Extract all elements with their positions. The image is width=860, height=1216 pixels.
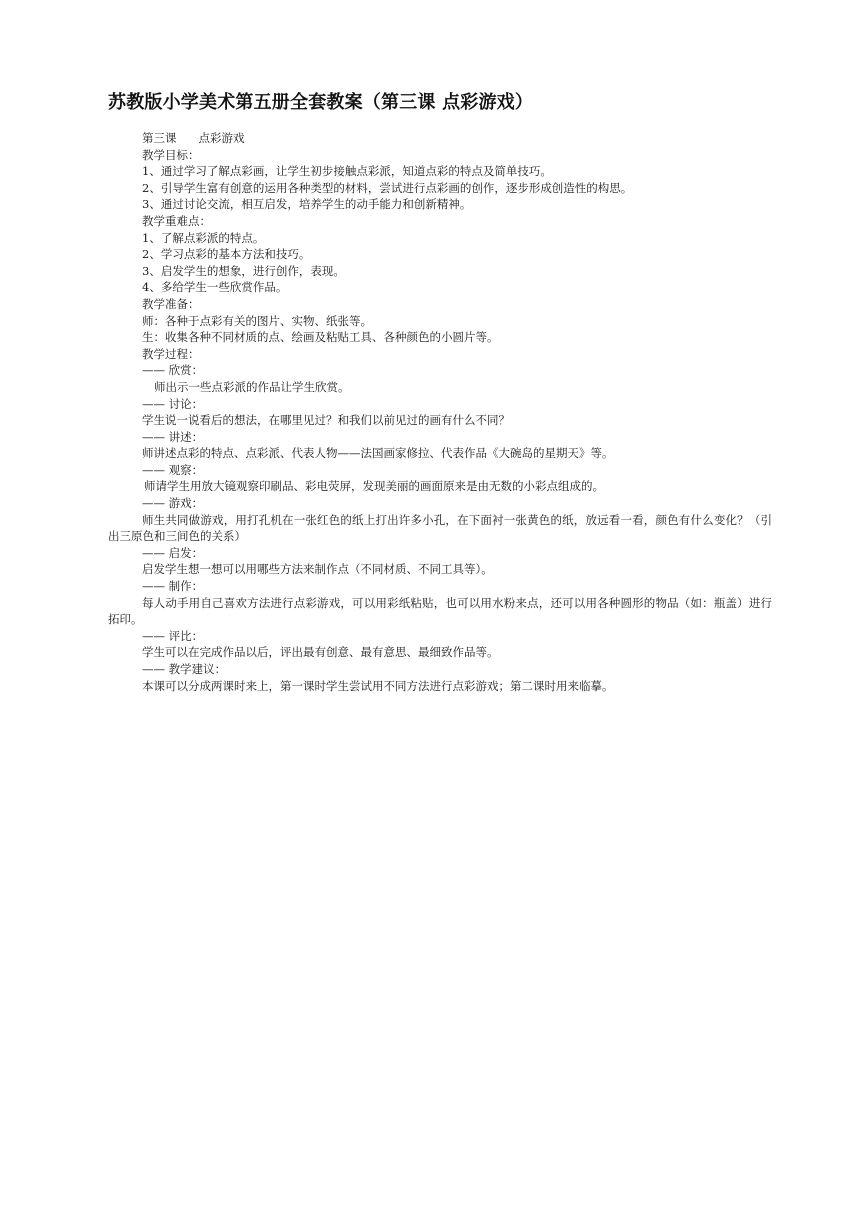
step-heading-observe: —— 观察：: [142, 462, 204, 477]
goal-item: 2、引导学生富有创意的运用各种类型的材料，尝试进行点彩画的创作，逐步形成创造性的构思。: [142, 180, 633, 195]
goal-item: 3、通过讨论交流，相互启发，培养学生的动手能力和创新精神。: [142, 197, 472, 212]
document-body: [108, 130, 772, 694]
key-point-item: 3、启发学生的想象，进行创作，表现。: [142, 263, 345, 278]
step-text-appreciate: 师出示一些点彩派的作品让学生欣赏。: [154, 379, 350, 394]
goals-heading: 教学目标：: [142, 147, 200, 162]
step-text-inspire: 启发学生想一想可以用哪些方法来制作点（不同材质、不同工具等）。: [142, 562, 493, 577]
lesson-name: 点彩游戏: [198, 131, 245, 145]
step-text-observe: 师请学生用放大镜观察印刷品、彩电荧屏，发现美丽的画面原来是由无数的小彩点组成的。: [144, 479, 604, 494]
key-points-heading: 教学重难点：: [142, 213, 211, 228]
page-title: 苏教版小学美术第五册全套教案（第三课 点彩游戏）: [108, 92, 534, 113]
step-text-game: 师生共同做游戏，用打孔机在一张红色的纸上打出许多小孔，在下面衬一张黄色的纸，放远看一看，颜色有什么变化？（引出三原色和三间色的关系）: [108, 512, 772, 544]
preparation-teacher: 师：各种于点彩有关的图片、实物、纸张等。: [142, 313, 372, 328]
step-text-make: 每人动手用自己喜欢方法进行点彩游戏，可以用彩纸粘贴，也可以用水粉来点，还可以用各种圆形的物品（如：瓶盖）进行拓印。: [108, 595, 772, 627]
step-heading-explain: —— 讲述：: [142, 429, 204, 444]
step-text-evaluate: 学生可以在完成作品以后，评出最有创意、最有意思、最细致作品等。: [142, 645, 499, 660]
goal-item: 1、通过学习了解点彩画，让学生初步接触点彩派，知道点彩的特点及简单技巧。: [142, 164, 552, 179]
lesson-number: 第三课: [142, 131, 177, 145]
preparation-heading: 教学准备：: [142, 296, 200, 311]
step-text-explain: 师讲述点彩的特点、点彩派、代表人物——法国画家修拉、代表作品《大碗岛的星期天》等。: [142, 446, 614, 461]
key-point-item: 4、多给学生一些欣赏作品。: [142, 280, 288, 295]
preparation-student: 生：收集各种不同材质的点、绘画及粘贴工具、各种颜色的小圆片等。: [142, 330, 499, 345]
step-text-discuss: 学生说一说看后的想法，在哪里见过？和我们以前见过的画有什么不同？: [142, 413, 510, 428]
step-text-suggestion: 本课可以分成两课时来上，第一课时学生尝试用不同方法进行点彩游戏；第二课时用来临摹。: [142, 678, 614, 693]
key-point-item: 2、学习点彩的基本方法和技巧。: [142, 247, 311, 262]
step-heading-inspire: —— 启发：: [142, 545, 204, 560]
process-heading: 教学过程：: [142, 346, 200, 361]
step-heading-evaluate: —— 评比：: [142, 628, 204, 643]
step-heading-discuss: —— 讨论：: [142, 396, 204, 411]
key-point-item: 1、了解点彩派的特点。: [142, 230, 265, 245]
step-heading-game: —— 游戏：: [142, 496, 204, 511]
step-heading-make: —— 制作：: [142, 579, 204, 594]
step-heading-appreciate: —— 欣赏：: [142, 363, 204, 378]
step-heading-suggestion: —— 教学建议：: [142, 662, 227, 676]
lesson-heading: [108, 130, 772, 147]
